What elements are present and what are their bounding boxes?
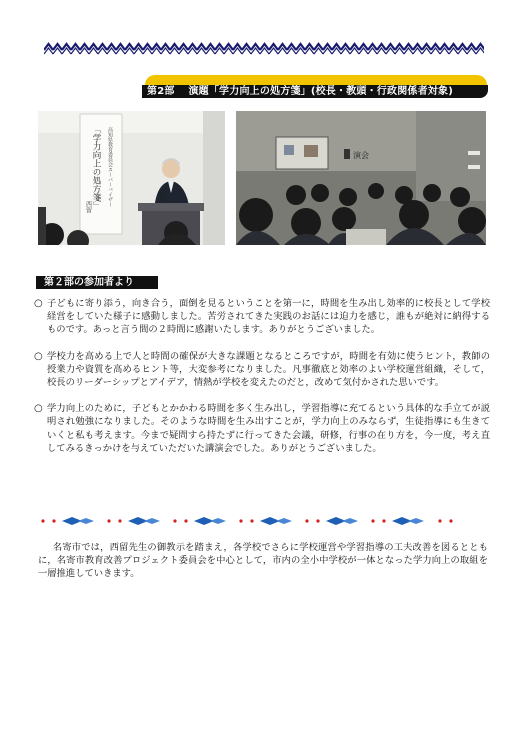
section-title: 第2部 演題「学力向上の処方箋」(校長・教頭・行政関係者対象) bbox=[147, 86, 453, 97]
comment-item bbox=[34, 350, 490, 390]
comment-item bbox=[34, 402, 490, 455]
participants-heading: 第２部の参加者より bbox=[36, 276, 158, 289]
bullet-circle-icon: ○ bbox=[34, 298, 43, 309]
comment-item bbox=[34, 297, 490, 337]
speaker-photo bbox=[38, 111, 225, 245]
closing-paragraph: 名寄市では，西留先生の御教示を踏まえ，各学校でさらに学校運営や学習指導の工夫改善を図るとともに，名寄市教育改善プロジェクト委員会を中心として，市内の全小中学校が一体となった学力向上の取組を一層推進していきます。 bbox=[38, 542, 488, 580]
audience-photo bbox=[236, 111, 486, 245]
hall-sign-text: 演会 bbox=[353, 151, 369, 160]
top-wave-border bbox=[44, 40, 484, 56]
participant-comments bbox=[34, 297, 490, 468]
svg-text:高知県教育委員会スーパーバイザー: 高知県教育委員会スーパーバイザー bbox=[107, 127, 113, 207]
comment-text: 学力向上のために，子どもとかかわる時間を多く生み出し，学習指導に充てるという具体的な手立てが説明され勉強になりました。そのような時間を生み出すことが，学力向上のみならず，生徒指導にも生きていくと私も考えます。今まで疑問すら持たずに行ってきた会議，研修，行事の在り方を，今一度，考え直してみるきっかけを与えていただいた講演会でした。ありがとうございました。 bbox=[47, 403, 490, 454]
svg-text:西留: 西留 bbox=[84, 201, 92, 213]
decorative-divider bbox=[40, 515, 460, 527]
bullet-circle-icon: ○ bbox=[34, 403, 43, 415]
comment-text: 子どもに寄り添う，向き合う，面倒を見るということを第一に，時間を生み出し効率的に校長として学校経営をしていた様子に感動しました。苦労されてきた実践のお話には迫力を感じ，誰もが絶対に納得するものです。あっと言う間の２時間に感謝いたします。ありがとうございました。 bbox=[47, 298, 490, 336]
bullet-circle-icon: ○ bbox=[34, 350, 43, 362]
banner-title-text: 「学力向上の処方箋」 bbox=[91, 125, 101, 210]
comment-text: 学校力を高める上で人と時間の確保が大きな課題となるところですが，時間を有効に使うヒント，教師の授業力や資質を高めるヒント等，大変参考になりました。凡事徹底と効率のよい学校運営組織，そして，校長のリーダーシップとアイデア，情熱が学校を変えたのだと，改めて気付かされた思いです。 bbox=[47, 350, 490, 389]
